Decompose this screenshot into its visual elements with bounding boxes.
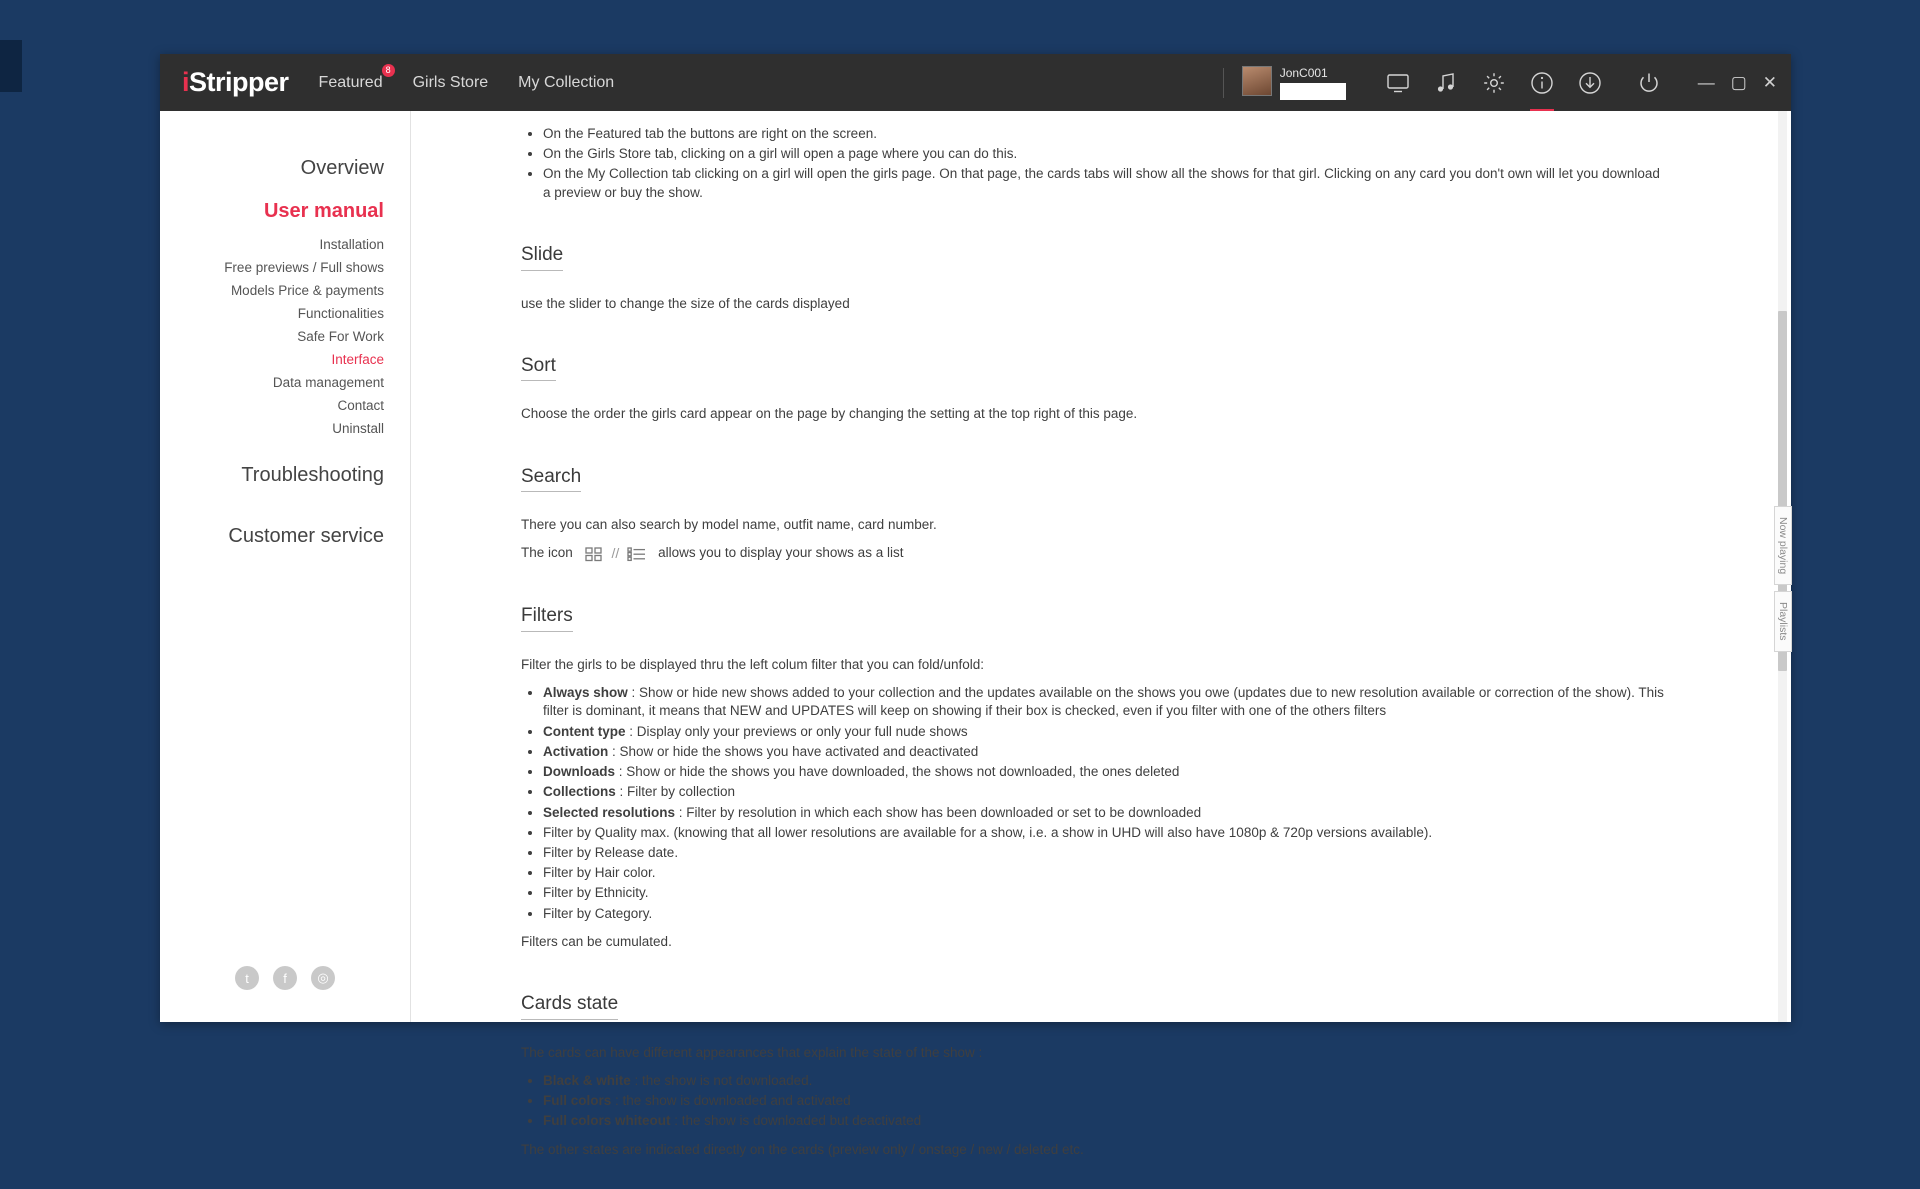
list-item-term: Always show [543,685,628,701]
section-text-filters: Filter the girls to be displayed thru the left colum filter that you can fold/unfold: [521,656,984,672]
nav-girls-store-label: Girls Store [412,73,489,91]
list-item-term: Full colors [543,1093,612,1109]
filters-bullet-list [521,684,1671,923]
username-label: JonC001 [1279,65,1328,80]
list-item-text: Filter by Category. [543,905,653,921]
list-item [543,905,1671,923]
sidebar-item-interface[interactable]: Interface [331,352,384,367]
nav-featured-badge: 8 [382,64,395,77]
list-item-term: Content type [543,723,626,739]
facebook-icon[interactable]: f [273,966,297,990]
window-body [160,111,1791,1157]
list-item: • On the Featured tab the buttons are right on the screen. [543,125,1671,143]
istripper-window [160,54,1791,1157]
sidebar-item-user-manual[interactable]: User manual [263,200,384,222]
app-logo-rest: Stripper [189,67,289,97]
list-item-text: : Show or hide the shows you have downloaded, the shows not downloaded, the ones deleted [615,764,1180,780]
social-links [160,966,410,990]
twitter-icon[interactable]: t [235,966,259,990]
list-item [543,1112,1671,1130]
icon-line-prefix: The icon [521,545,573,561]
list-item-text: : Filter by collection [615,784,736,800]
power-icon[interactable] [1636,70,1662,96]
list-item: • On the My Collection tab clicking on a girl will open the girls page. On that page, the cards tabs will show all the shows for that girl. Clicking on any card you don't own will let you download a preview or buy the show. [543,165,1671,201]
sidebar-item-contact[interactable]: Contact [337,398,384,413]
separator-slashes: // [611,545,620,562]
sidebar-item-free-previews[interactable]: Free previews / Full shows [224,260,384,275]
section-text-search: There you can also search by model name, outfit name, card number. [521,517,937,533]
download-icon[interactable] [1577,70,1603,96]
list-item [543,864,1671,882]
section-heading-search: Search [521,464,581,493]
sidebar-item-functionalities[interactable]: Functionalities [297,306,384,321]
filters-footer: Filters can be cumulated. [521,933,672,949]
manual-content-inner [411,111,1791,1189]
avatar[interactable] [1242,66,1272,96]
sidebar-item-overview[interactable]: Overview [300,157,384,179]
list-item [543,1092,1671,1110]
list-item: • On the Girls Store tab, clicking on a girl will open a page where you can do this. [543,145,1671,163]
section-heading-slide: Slide [521,242,563,271]
sidebar-item-uninstall[interactable]: Uninstall [332,421,384,436]
credit-field[interactable] [1280,83,1346,100]
tab-now-playing[interactable]: Now playing [1774,506,1792,585]
close-button[interactable]: ✕ [1762,73,1777,92]
list-item [543,884,1671,902]
list-item [543,844,1671,862]
account-area[interactable] [1242,66,1346,100]
section-heading-cards-state: Cards state [521,991,618,1020]
info-icon[interactable] [1529,70,1555,96]
sidebar-item-safe-for-work[interactable]: Safe For Work [297,329,384,344]
maximize-button[interactable]: ▢ [1730,73,1747,92]
desktop-stripe [0,40,22,92]
minimize-button[interactable]: — [1697,73,1715,92]
instagram-icon[interactable]: ◎ [311,966,335,990]
title-bar-right [1223,54,1791,111]
right-rail [1774,506,1792,652]
list-item [543,824,1671,842]
list-item-text: : Display only your previews or only your full nude shows [625,723,968,739]
list-item [543,804,1671,822]
list-item-term: Downloads [543,764,616,780]
sidebar-item-troubleshooting[interactable]: Troubleshooting [241,464,384,486]
sidebar-item-data-management[interactable]: Data management [272,375,384,390]
app-logo [182,67,289,98]
cards-state-footer: The other states are indicated directly on the cards (preview only / onstage / new / deleted etc. [521,1141,1084,1157]
music-icon[interactable] [1433,70,1459,96]
list-item-term: Collections [543,784,616,800]
section-icon-line [521,544,1671,563]
list-item [543,723,1671,741]
nav-featured[interactable] [318,64,391,96]
sidebar-item-models-price[interactable]: Models Price & payments [230,283,384,298]
list-item-text: Filter by Release date. [543,844,679,860]
sidebar-spacer [160,440,410,454]
title-bar [160,54,1791,111]
divider [1223,68,1224,98]
list-item-term: Activation [543,743,609,759]
list-item-text: Filter by Hair color. [543,865,656,881]
icon-line-suffix: allows you to display your shows as a list [658,545,904,561]
list-item-text: : the show is downloaded and activated [611,1093,851,1109]
section-heading-filters: Filters [521,603,573,632]
view-mode-icons [585,544,647,563]
grid-view-icon[interactable] [585,546,604,562]
list-item [543,1072,1671,1090]
list-item-text: : the show is not downloaded. [630,1072,813,1088]
top-bullet-list [521,125,1671,202]
sidebar [160,111,411,1022]
list-item-term: Black & white [543,1072,631,1088]
list-item [543,684,1671,720]
list-item-text: : Show or hide the shows you have activated and deactivated [608,743,979,759]
list-item-term: Full colors whiteout [543,1113,671,1129]
sidebar-item-installation[interactable]: Installation [319,237,384,252]
list-item-text: Filter by Ethnicity. [543,885,649,901]
section-text-sort: Choose the order the girls card appear on the page by changing the setting at the top right of this page. [521,406,1138,422]
cards-state-bullet-list [521,1072,1671,1131]
list-item-text: Filter by Quality max. (knowing that all lower resolutions are available for a show, i.e. a show in UHD will also have 1080p & 720p versions available). [543,824,1433,840]
nav-girls-store[interactable] [413,70,489,96]
list-item-text: : Show or hide new shows added to your collection and the updates available on the shows you owe (updates due to new resolution available or correction of the show). This filter is dominant, it means that NEW and UPDATES will keep on showing if their box is checked, even if you filter with one of the others filters [543,685,1664,719]
tab-playlists[interactable]: Playlists [1774,591,1792,652]
list-item-term: Selected resolutions [543,804,676,820]
screen-icon[interactable] [1385,70,1411,96]
list-item [543,763,1671,781]
list-item-text: : the show is downloaded but deactivated [670,1113,922,1129]
sidebar-item-customer-service[interactable]: Customer service [228,525,384,547]
nav-my-collection[interactable] [518,70,614,96]
list-item [543,743,1671,761]
section-heading-sort: Sort [521,353,556,382]
list-item [543,783,1671,801]
list-view-icon[interactable] [627,546,646,562]
nav-my-collection-label: My Collection [518,73,615,91]
window-controls [1682,74,1777,91]
nav-featured-label: Featured [318,73,383,91]
app-logo-i: i [182,67,190,97]
gear-icon[interactable] [1481,70,1507,96]
section-text-cards-state: The cards can have different appearances that explain the state of the show : [521,1044,983,1060]
account-info [1280,66,1346,100]
sidebar-spacer-2 [160,497,410,515]
section-text-slide: use the slider to change the size of the cards displayed [521,295,850,311]
manual-content [411,111,1791,1157]
list-item-text: : Filter by resolution in which each show has been downloaded or set to be downloaded [675,804,1202,820]
